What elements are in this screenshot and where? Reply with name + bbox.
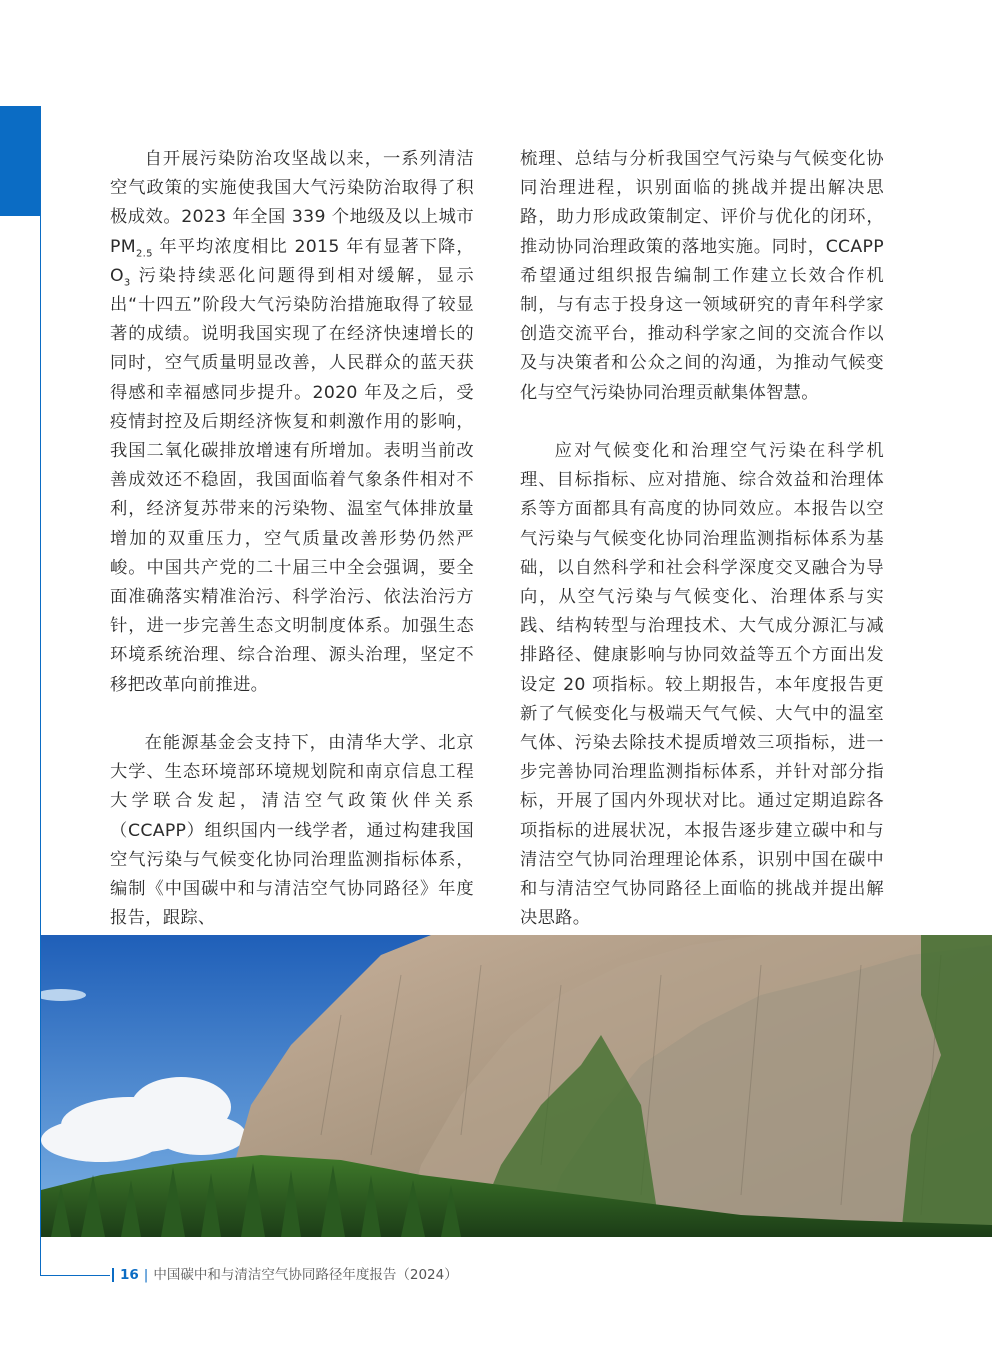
- page-number: 16: [120, 1267, 139, 1283]
- right-paragraph-2: 应对气候变化和治理空气污染在科学机理、目标指标、应对措施、综合效益和治理体系等方面都具有高度的协同效应。本报告以空气污染与气候变化协同治理监测指标体系为基础，以自然科学和社会科学深度交叉融合为导向，从空气污染与气候变化、治理体系与实践、结构转型与治理技术、大气成分源汇与减排路径、健康影响与协同效益等五个方面出发设定 20 项指标。较上期报告，本年度报告更新了气候变化与极端天气气候、大气中的温室气体、污染去除技术提质增效三项指标，进一步完善协同治理监测指标体系，并针对部分指标，开展了国内外现状对比。通过定期追踪各项指标的进展状况，本报告逐步建立碳中和与清洁空气协同治理理论体系，识别中国在碳中和与清洁空气协同路径上面临的挑战并提出解决思路。: [520, 441, 884, 929]
- right-text-column: [520, 145, 884, 933]
- left-text-column: [110, 145, 474, 933]
- mountain-landscape-photo: [41, 935, 992, 1237]
- footer-separator: |: [143, 1267, 149, 1283]
- right-paragraph-continued: 梳理、总结与分析我国空气污染与气候变化协同治理进程，识别面临的挑战并提出解决思路，助力形成政策制定、评价与优化的闭环，推动协同治理政策的落地实施。同时，CCAPP 希望通过组织报告编制工作建立长效合作机制，与有志于投身这一领域研究的青年科学家创造交流平台，推动科学家之间的交流合作以及与决策者和公众之间的沟通，为推动气候变化与空气污染协同治理贡献集体智慧。: [520, 149, 884, 403]
- left-paragraph-2: 在能源基金会支持下，由清华大学、北京大学、生态环境部环境规划院和南京信息工程大学联合发起，清洁空气政策伙伴关系（CCAPP）组织国内一线学者，通过构建我国空气污染与气候变化协同治理监测指标体系，编制《中国碳中和与清洁空气协同路径》年度报告，跟踪、: [110, 733, 474, 929]
- footer-report-title: 中国碳中和与清洁空气协同路径年度报告（2024）: [153, 1267, 458, 1283]
- page-footer: [112, 1265, 458, 1285]
- side-color-tab: [0, 106, 41, 216]
- footer-rule-line: [40, 1275, 110, 1276]
- left-paragraph-1: 自开展污染防治攻坚战以来，一系列清洁空气政策的实施使我国大气污染防治取得了积极成效。2023 年全国 339 个地级及以上城市$PM_{2.5}$ 年平均浓度相比 2015 年有显著下降，$O_3$ 污染持续恶化问题得到相对缓解，显示出“十四五”阶段大气污染防治措施取得了较显著的成绩。说明我国实现了在经济快速增长的同时，空气质量明显改善，人民群众的蓝天获得感和幸福感同步提升。2020 年及之后，受疫情封控及后期经济恢复和刺激作用的影响，我国二氧化碳排放增速有所增加。表明当前改善成效还不稳固，我国面临着气象条件相对不利，经济复苏带来的污染物、温室气体排放量增加的双重压力，空气质量改善形势仍然严峻。中国共产党的二十届三中全会强调，要全面准确落实精准治污、科学治污、依法治污方针，进一步完善生态文明制度体系。加强生态环境系统治理、综合治理、源头治理，坚定不移把改革向前推进。: [110, 149, 474, 695]
- footer-accent-bar: [112, 1268, 114, 1282]
